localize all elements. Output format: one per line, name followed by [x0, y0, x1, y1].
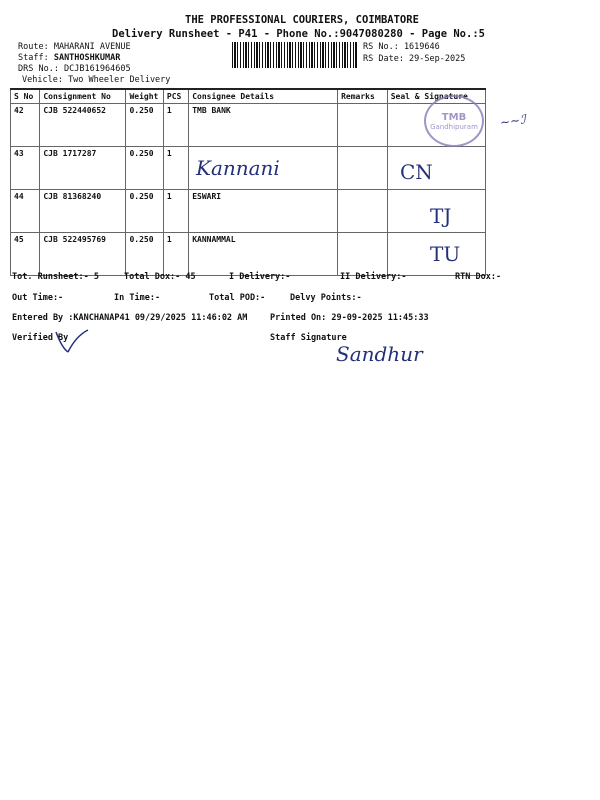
- cell-consignee: ESWARI: [189, 190, 338, 233]
- cell-pcs: 1: [163, 190, 188, 233]
- rtn-dox: RTN Dox:-: [455, 272, 502, 282]
- cell-weight: 0.250: [126, 147, 163, 190]
- col-header-remarks: Remarks: [338, 89, 388, 104]
- cell-remarks: [338, 190, 388, 233]
- cell-consignment: CJB 81368240: [40, 190, 126, 233]
- cell-pcs: 1: [163, 147, 188, 190]
- cell-sno: 42: [11, 104, 40, 147]
- cell-weight: 0.250: [126, 190, 163, 233]
- stamp-line2: Gandhipuram: [430, 122, 478, 131]
- row43-handwritten-mark: CN: [400, 160, 433, 184]
- staff-line: [18, 53, 120, 63]
- cell-consignment: CJB 1717287: [40, 147, 126, 190]
- route-text: Route: MAHARANI AVENUE: [18, 42, 131, 52]
- drs-number: DRS No.: DCJB161964605: [18, 64, 131, 74]
- table-header-row: [11, 89, 486, 104]
- company-title: THE PROFESSIONAL COURIERS, COIMBATORE: [185, 14, 419, 26]
- stamp-line1: TMB: [441, 111, 467, 123]
- i-delivery: I Delivery:-: [229, 272, 291, 282]
- rs-date: RS Date: 29-Sep-2025: [363, 54, 466, 64]
- delvy-points: Delvy Points:-: [290, 293, 362, 303]
- cell-consignee: KANNAMMAL: [189, 233, 338, 276]
- cell-remarks: [338, 147, 388, 190]
- row45-handwritten-mark: TU: [430, 242, 461, 266]
- col-header-consignee: Consignee Details: [189, 89, 338, 104]
- entered-by: Entered By :KANCHANAP41 09/29/2025 11:46:02 AM: [12, 313, 248, 323]
- staff-value: SANTHOSHKUMAR: [53, 53, 121, 63]
- cell-remarks: [338, 233, 388, 276]
- row43-handwritten-name: Kannani: [196, 156, 280, 180]
- cell-weight: 0.250: [126, 104, 163, 147]
- cell-sno: 43: [11, 147, 40, 190]
- row44-handwritten-mark: TJ: [430, 204, 452, 228]
- cell-consignee: TMB BANK: [189, 104, 338, 147]
- staff-signature-label: Staff Signature: [270, 333, 347, 343]
- total-dox: Total Dox:- 45: [124, 272, 196, 282]
- cell-weight: 0.250: [126, 233, 163, 276]
- cell-sno: 44: [11, 190, 40, 233]
- cell-consignment: CJB 522495769: [40, 233, 126, 276]
- vehicle-value: Two Wheeler Delivery: [68, 75, 171, 85]
- col-header-sno: S No: [11, 89, 40, 104]
- table-row: [11, 104, 486, 147]
- cell-pcs: 1: [163, 104, 188, 147]
- staff-handwritten-signature: Sandhur: [336, 342, 423, 366]
- rs-number: RS No.: 1619646: [363, 42, 440, 52]
- in-time: In Time:-: [114, 293, 161, 303]
- col-header-consignment: Consignment No: [40, 89, 126, 104]
- vehicle-line: [22, 75, 170, 85]
- out-time: Out Time:-: [12, 293, 64, 303]
- bank-seal-stamp: [424, 95, 484, 147]
- printed-on: Printed On: 29-09-2025 11:45:33: [270, 313, 429, 323]
- col-header-seal: Seal & Signature: [387, 89, 485, 104]
- cell-remarks: [338, 104, 388, 147]
- verified-by: Verified By: [12, 333, 69, 343]
- staff-label: Staff:: [18, 53, 54, 63]
- row42-signature: ~~ℐ: [499, 112, 527, 130]
- barcode-image: [232, 42, 358, 68]
- runsheet-subtitle: Delivery Runsheet - P41 - Phone No.:9047080280 - Page No.:5: [112, 28, 485, 40]
- table-row: [11, 190, 486, 233]
- vehicle-label: Vehicle:: [22, 75, 69, 85]
- cell-pcs: 1: [163, 233, 188, 276]
- col-header-weight: Weight: [126, 89, 163, 104]
- verified-signature-mark: [52, 326, 92, 356]
- cell-sno: 45: [11, 233, 40, 276]
- total-pod: Total POD:-: [209, 293, 266, 303]
- cell-consignment: CJB 522440652: [40, 104, 126, 147]
- tot-runsheet: Tot. Runsheet:- 5: [12, 272, 99, 282]
- table-row: [11, 233, 486, 276]
- col-header-pcs: PCS: [163, 89, 188, 104]
- ii-delivery: II Delivery:-: [340, 272, 407, 282]
